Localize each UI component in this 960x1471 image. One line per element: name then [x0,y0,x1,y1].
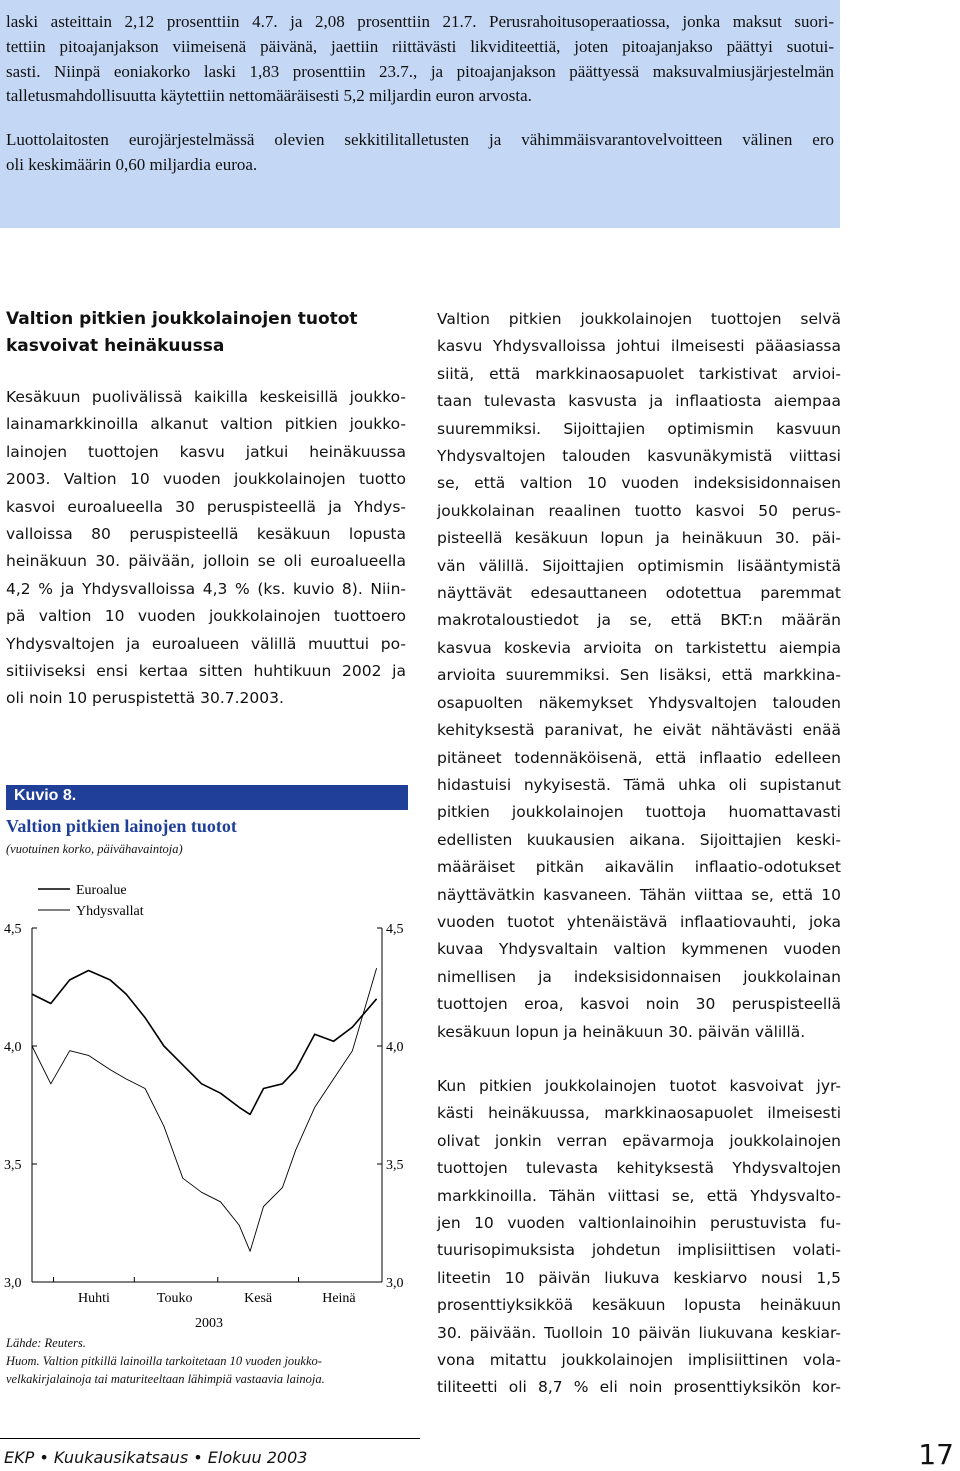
highlighted-text-box [0,0,840,228]
text-line: vän välillä. Sijoittajien optimismin lisääntymistä [437,556,841,575]
text-line: 4,2 % ja Yhdysvalloissa 4,3 % (ks. kuvio 8). Niin- [6,579,406,598]
text-line: määräiset pitkän aikavälin inflaatio-odotukset [437,858,841,877]
x-tick-label: Heinä [322,1291,356,1306]
text-line: makrotaloustiedot ja se, että BKT:n määrän [437,611,841,630]
note-line-2: velkakirjalainoja tai maturiteeltaan lähimpiä vastaavia lainoja. [6,1372,325,1386]
footer-text: EKP • Kuukausikatsaus • Elokuu 2003 [4,1448,308,1467]
y-tick-label-right: 4,5 [386,922,404,937]
y-tick-label-left: 4,0 [4,1040,22,1055]
text-line: 30. päivään. Tuolloin 10 päivän liukuvana keskiar- [437,1323,841,1342]
text-line: osapuolten näkemykset Yhdysvaltojen talouden [437,693,841,712]
text-line: näyttävätkin kasvaneen. Tähän viittaa se, että 10 [437,885,841,904]
box-paragraph-1 [6,10,840,109]
right-paragraph-1 [437,306,841,1046]
text-line: tuottojen tulevasta kehityksestä Yhdysvaltojen [437,1159,841,1178]
text-line: kasvua koskevia arvioita on tarkistettu aiempia [437,638,841,657]
footer-rule [0,1438,420,1439]
box-text-line: tettiin pitoajanjakson viimeisenä päivänä, jaettiin riittävästi likviditeettiä, joten pitoajanjakso päättyi suotui- [6,36,834,56]
text-line: vona mitattu joukkolainojen implisiittinen vola- [437,1351,841,1370]
source-line: Lähde: Reuters. [6,1336,86,1350]
text-line: arvioita suuremmiksi. Sen lisäksi, että markkina- [437,666,841,685]
text-line: vuoden tuotot yhtenäistävä inflaatiovauhti, joka [437,912,841,931]
text-line: kästi heinäkuussa, markkinaosapuolet ilmeisesti [437,1104,841,1123]
box-text-line: talletusmahdollisuutta käytettiin nettomääräisesti 5,2 miljardin euron arvosta. [6,86,532,106]
left-column [6,306,406,713]
text-line: Kun pitkien joukkolainojen tuotot kasvoivat jyr- [437,1076,841,1095]
text-line: hidastuisi nykyisestä. Tämä uhka oli supistanut [437,775,841,794]
box-text-line: Luottolaitosten eurojärjestelmässä olevien sekkitilitalletusten ja vähimmäisvarantovelvoitteen välinen ero [6,130,834,150]
text-line: tuottojen eroa, kasvoi noin 30 peruspisteellä [437,995,841,1014]
chart-title: Valtion pitkien lainojen tuotot [6,816,237,836]
text-line: heinäkuun 30. päivään, jolloin se oli euroalueella [6,552,406,571]
legend-label-1: Yhdysvallat [76,904,144,919]
text-line: siitä, että markkinaosapuolet tarkistivat arvioi- [437,364,841,383]
heading-line: Valtion pitkien joukkolainojen tuotot [6,309,358,329]
text-line: pä valtion 10 vuoden joukkolainojen tuottoero [6,607,406,626]
text-line: kasvu Yhdysvalloissa johtui ilmeisesti pääasiassa [437,337,841,356]
text-line: Kesäkuun puolivälissä kaikilla keskeisillä joukko- [6,388,406,406]
y-tick-label-right: 4,0 [386,1040,404,1055]
series-line-1 [32,968,377,1251]
right-paragraph-2 [437,1073,841,1402]
text-line: joukkolainan reaalinen tuotto kasvoi 50 perus- [437,501,841,520]
text-line: nimellisen ja indeksisidonnaisen joukkolainan [437,967,841,986]
x-tick-label: Kesä [244,1291,273,1306]
text-line: lainamarkkinoilla alkanut valtion pitkien joukko- [6,415,406,434]
section-heading [6,306,406,360]
x-tick-label: Touko [156,1291,193,1306]
text-line: jen 10 vuoden valtionlainoihin perustuvista fu- [437,1214,841,1232]
box-paragraph-2 [6,128,840,178]
figure-source [6,1334,410,1388]
text-line: liteetin 10 päivän liukuva keskiarvo nousi 1,5 [437,1268,841,1287]
text-line: Yhdysvaltojen ja euroalueen välillä muuttui po- [6,634,406,653]
y-tick-label-right: 3,0 [386,1276,404,1291]
text-line: Yhdysvaltojen talouden kasvunäkymistä viittasi [437,447,841,466]
text-line: olivat jonkin verran epävarmoja joukkolainojen [437,1131,841,1150]
figure-number: Kuvio 8. [6,785,408,810]
text-line: prosenttiyksikköä kesäkuun lopusta heinäkuun [437,1296,841,1315]
text-line: tiliteetti oli 8,7 % eli noin prosenttiyksikön kor- [437,1378,841,1397]
y-tick-label-left: 3,0 [4,1276,22,1291]
text-line: sitiiviseksi ensi kertaa sitten huhtikuun 2002 ja [6,662,406,681]
text-line: 2003. Valtion 10 vuoden joukkolainojen tuotto [6,470,406,489]
y-tick-label-left: 3,5 [4,1158,22,1173]
text-line: taan tulevasta kasvusta ja inflaatiosta aiempaa [437,392,841,411]
x-tick-label: Huhti [77,1291,110,1306]
text-line: oli noin 10 peruspistettä 30.7.2003. [6,689,284,708]
text-line: lainojen tuottojen kasvu jatkui heinäkuussa [6,442,406,461]
x-axis-label: 2003 [195,1316,223,1330]
text-line: markkinoilla. Tähän viittasi se, että Yhdysvalto- [437,1186,841,1205]
text-line: näyttävät edesauttaneen odotettua paremmat [437,584,841,603]
series-line-0 [32,971,377,1115]
text-line: pisteellä kesäkuun lopun ja heinäkuun 30. päi- [437,529,841,548]
right-column [437,306,841,1402]
heading-line: kasvoivat heinäkuussa [6,336,225,356]
text-line: suuremmiksi. Sijoittajien optimismin kasvuun [437,419,841,438]
box-text-line: sasti. Niinpä eoniakorko laski 1,83 prosenttiin 23.7., ja pitoajanjakson päättyessä maksuvalmiusjärjestelmän [6,61,834,81]
box-text-line: laski asteittain 2,12 prosenttiin 4.7. ja 2,08 prosenttiin 21.7. Perusrahoitusoperaatiossa, jonka maksut suori- [6,12,834,31]
text-line: pitkien joukkolainojen tuottoja huomattavasti [437,803,841,822]
text-line: tuurisopimuksista johdetun implisiittisen volati- [437,1241,841,1260]
legend-label-0: Euroalue [76,883,127,898]
y-tick-label-right: 3,5 [386,1158,404,1173]
note-line-1: Huom. Valtion pitkillä lainoilla tarkoitetaan 10 vuoden joukko- [6,1354,322,1368]
text-line: kesäkuun lopun ja heinäkuun 30. päivän välillä. [437,1022,806,1041]
text-line: valloissa 80 peruspisteellä kesäkuun lopusta [6,525,406,544]
text-line: kasvoi euroalueella 30 peruspisteellä ja Yhdys- [6,497,406,516]
box-text-line: oli keskimäärin 0,60 miljardia euroa. [6,154,258,174]
text-line: kuvaa Yhdysvaltain valtion kymmenen vuoden [437,940,841,959]
text-line: pitäneet todennäköisenä, että inflaatio edelleen [437,748,841,767]
text-line: kehityksestä paranivat, he eivät nähtävästi enää [437,721,841,740]
chart-subtitle: (vuotuinen korko, päivähavaintoja) [6,842,183,856]
y-tick-label-left: 4,5 [4,922,22,937]
text-line: se, että valtion 10 vuoden indeksisidonnaisen [437,474,841,493]
text-line: edellisten kuukausien aikana. Sijoittajien keski- [437,830,841,849]
page-number: 17 [918,1438,954,1471]
left-body-paragraph [6,384,406,713]
text-line: Valtion pitkien joukkolainojen tuottojen selvä [437,310,841,328]
yield-line-chart [0,870,420,1330]
